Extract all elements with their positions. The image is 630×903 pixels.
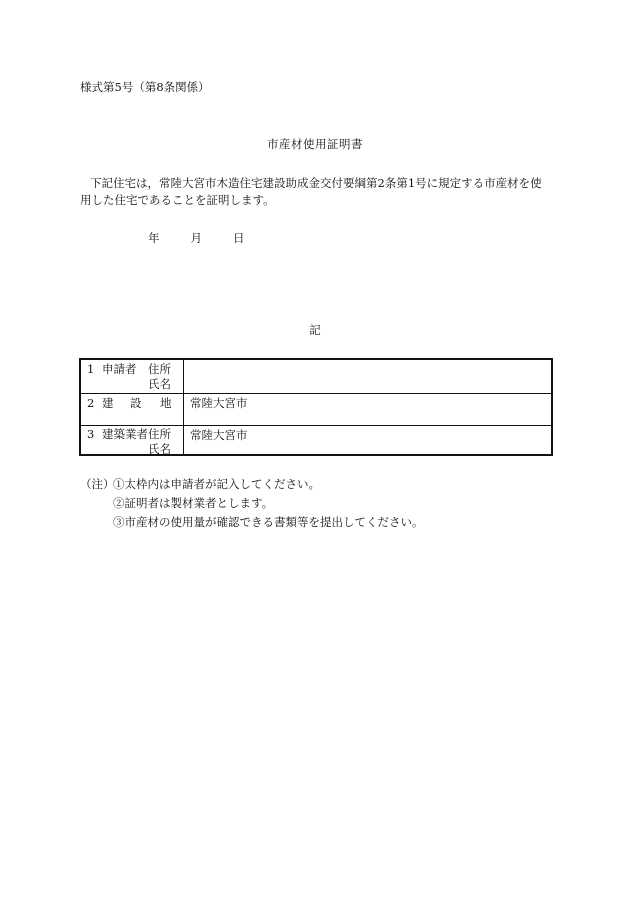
body-text-line-1: 下記住宅は，常陸大宮市木造住宅建設助成金交付要綱第2条第1号に規定する市産材を使	[90, 176, 542, 190]
form-number: 様式第5号（第8条関係）	[80, 80, 210, 94]
table-row-builder	[81, 425, 551, 456]
ki-heading: 記	[309, 323, 321, 337]
date-line	[148, 233, 276, 245]
construction-site-label-cell	[81, 393, 184, 425]
date-month-label: 月	[190, 231, 202, 245]
construction-site-label-char: 設	[130, 396, 142, 410]
row-number: 1	[87, 362, 95, 376]
builder-label-cell	[81, 425, 184, 456]
address-label: 住所	[148, 362, 171, 376]
certificate-table	[79, 358, 553, 456]
row-number: 2	[87, 396, 95, 410]
construction-site-value[interactable]: 常陸大宮市	[190, 396, 248, 410]
applicant-label-cell	[81, 360, 184, 393]
builder-value[interactable]: 常陸大宮市	[190, 428, 248, 442]
document-title: 市産材使用証明書	[267, 137, 363, 151]
builder-label: 建築業者	[102, 427, 148, 441]
applicant-label: 申請者	[102, 362, 137, 376]
construction-site-label-char: 地	[160, 396, 172, 410]
name-label: 氏名	[148, 442, 171, 456]
body-text-line-2: 用した住宅であることを証明します。	[80, 193, 275, 207]
date-year-label: 年	[148, 231, 160, 245]
construction-site-label-char: 建	[102, 396, 114, 410]
name-label: 氏名	[148, 377, 171, 391]
note-item: ②証明者は製材業者とします。	[113, 496, 274, 510]
notes-label: （注）	[80, 477, 115, 491]
note-item: ①太枠内は申請者が記入してください。	[113, 477, 320, 491]
address-label: 住所	[148, 427, 171, 441]
date-day-label: 日	[233, 231, 245, 245]
table-row-construction-site	[81, 393, 551, 426]
row-number: 3	[87, 427, 95, 441]
note-item: ③市産材の使用量が確認できる書類等を提出してください。	[113, 515, 424, 529]
table-row-applicant	[81, 360, 551, 394]
